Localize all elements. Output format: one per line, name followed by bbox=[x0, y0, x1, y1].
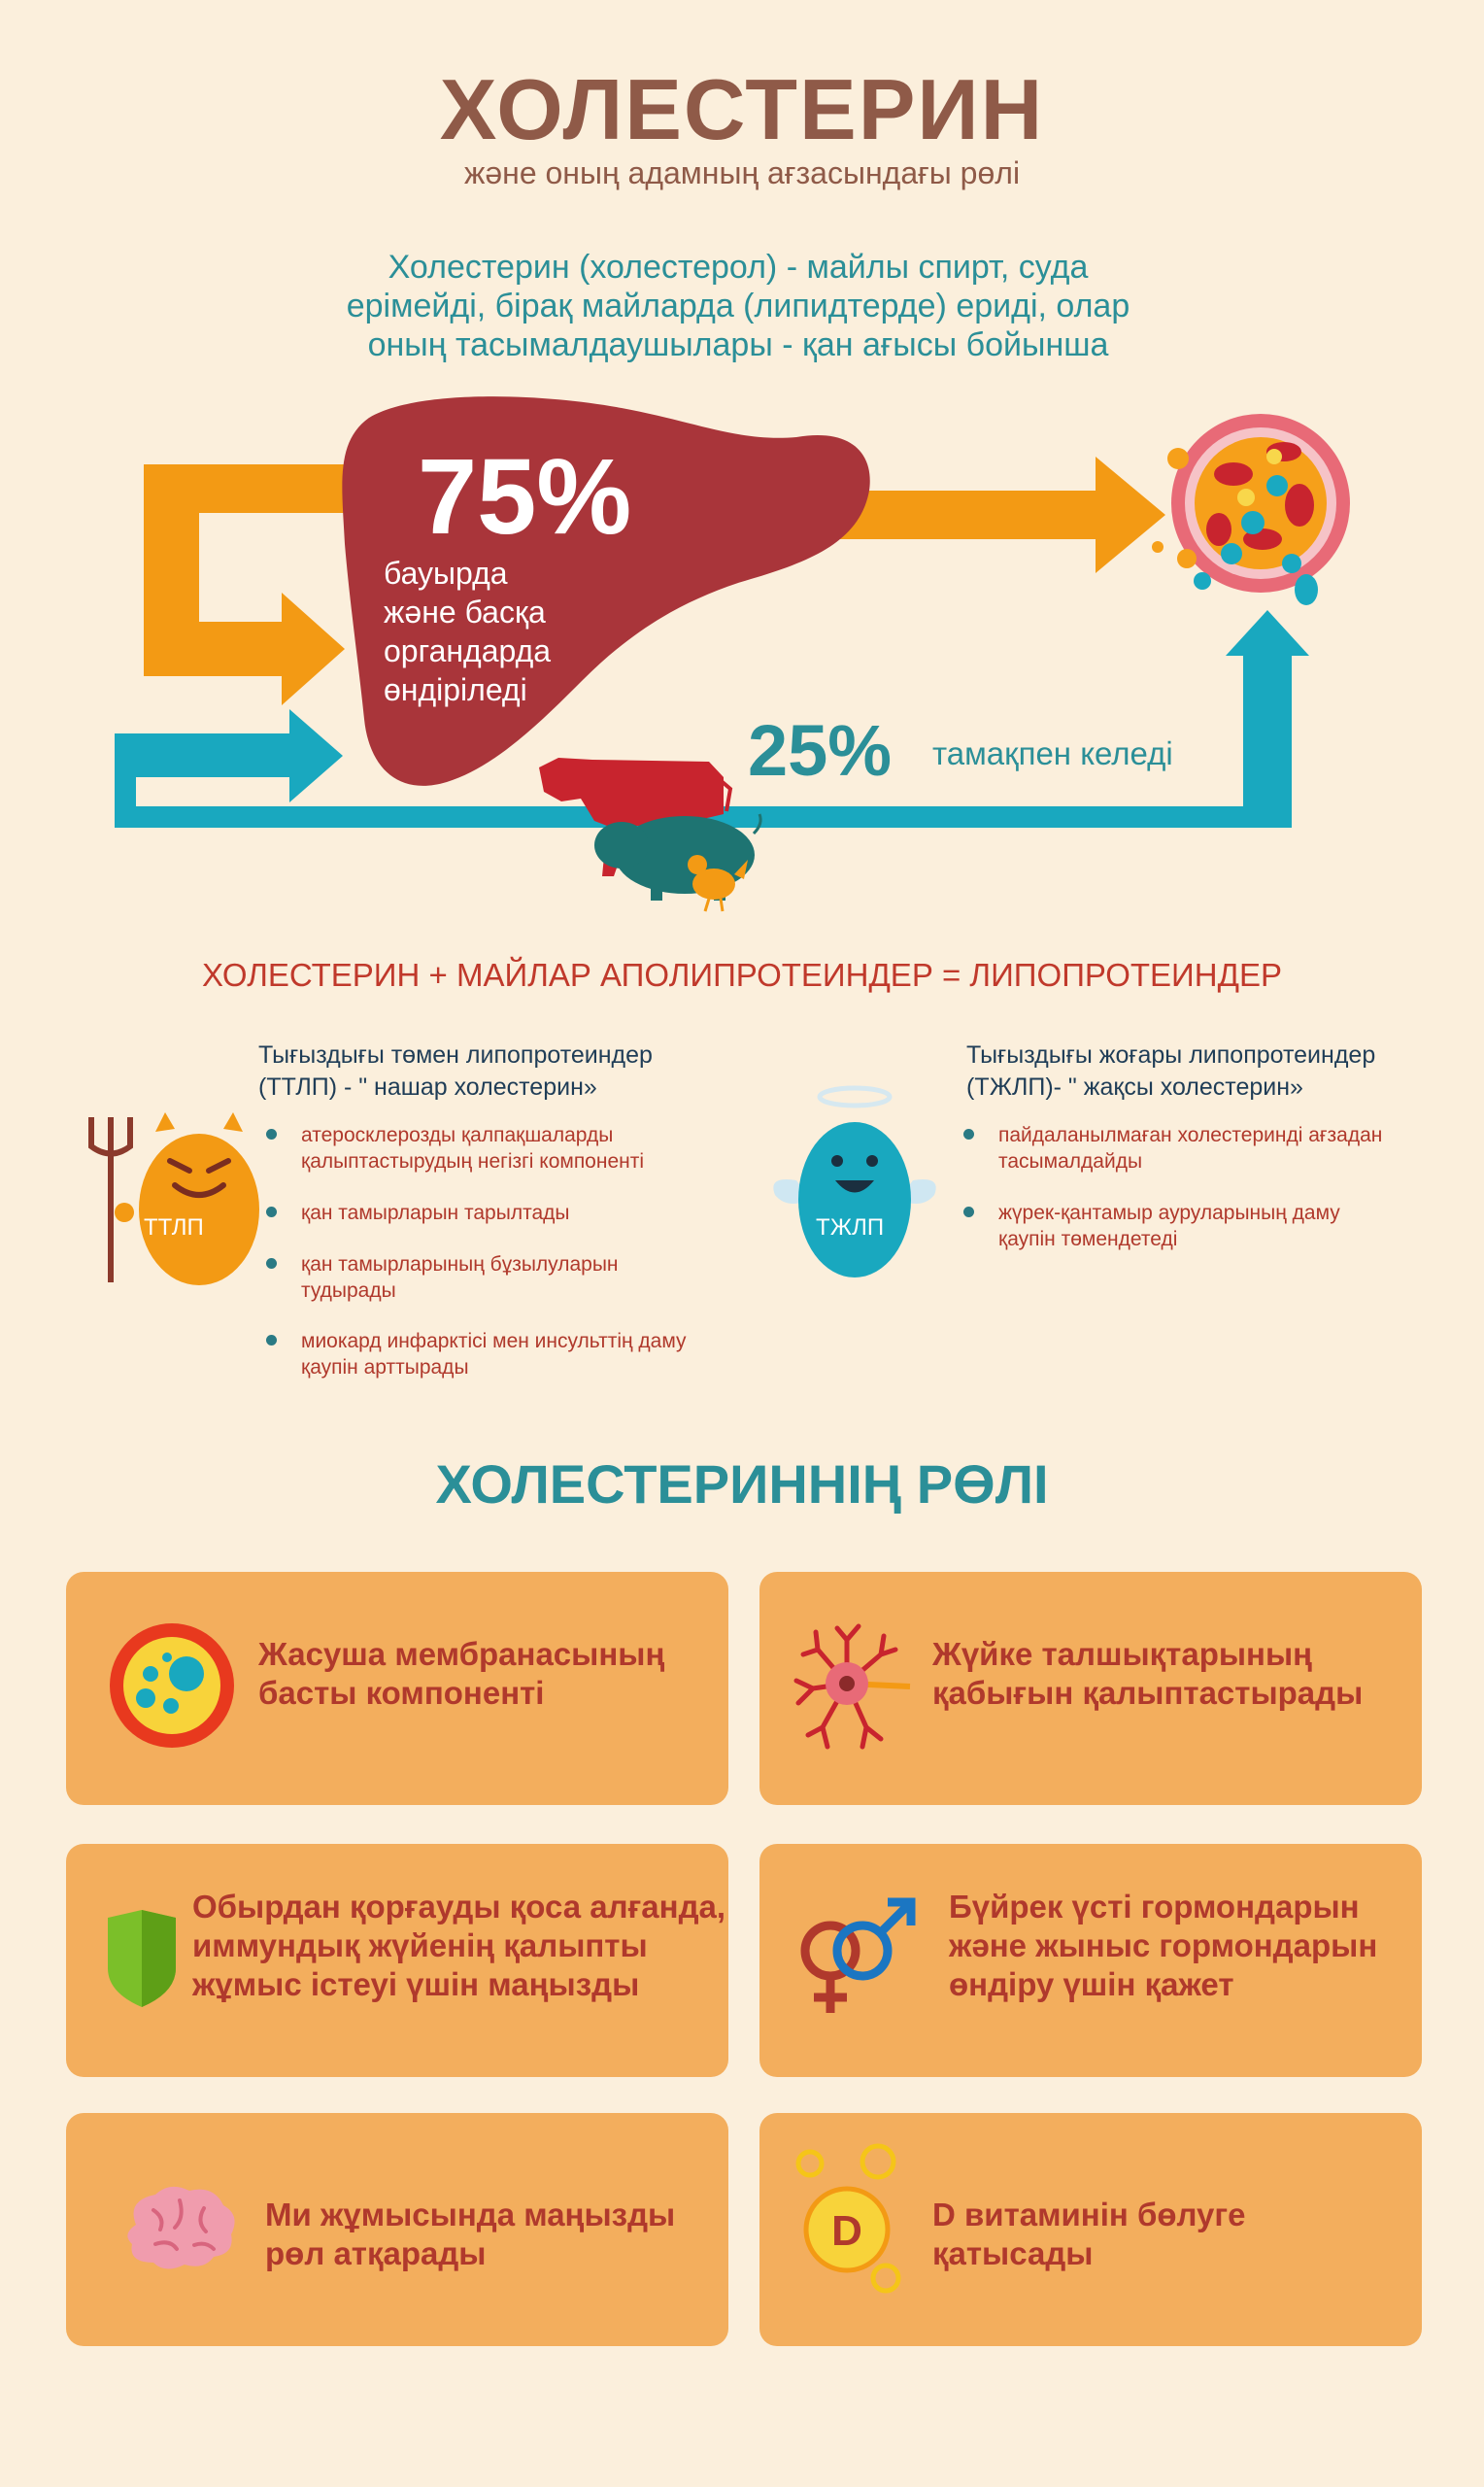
bullet-line: тудырады bbox=[301, 1279, 396, 1302]
role-line: және жыныс гормондарын bbox=[949, 1927, 1378, 1963]
role-line: қабығын қалыптастырады bbox=[932, 1675, 1364, 1711]
ldl-mascot-label: ТТЛП bbox=[144, 1214, 204, 1241]
bullet-line: пайдаланылмаған холестеринді ағзадан bbox=[998, 1124, 1383, 1146]
role-card-nerve-fibers bbox=[759, 1572, 1422, 1805]
food-caption: тамақпен келеді bbox=[932, 735, 1173, 771]
role-card-text bbox=[258, 1635, 664, 1713]
ldl-bullet bbox=[264, 1328, 687, 1380]
role-card-text bbox=[265, 2196, 675, 2273]
role-card-text bbox=[192, 1888, 725, 2004]
roles-title: ХОЛЕСТЕРИННІҢ РӨЛІ bbox=[435, 1453, 1049, 1515]
role-card-cell-membrane bbox=[66, 1572, 728, 1805]
role-line: өндіру үшін қажет bbox=[949, 1966, 1234, 2002]
cell-icon bbox=[107, 1620, 238, 1752]
shield-icon bbox=[103, 1910, 181, 2007]
blood-vessel-icon bbox=[1152, 414, 1350, 605]
hdl-bullet bbox=[961, 1122, 1382, 1175]
hdl-bullet bbox=[961, 1200, 1340, 1252]
ldl-title-line: (ТТЛП) - " нашар холестерин» bbox=[258, 1073, 597, 1101]
intro-line: Холестерин (холестерол) - майлы спирт, суда bbox=[388, 249, 1089, 286]
role-card-text bbox=[932, 1635, 1363, 1713]
hdl-title-line: Тығыздығы жоғары липопротеиндер bbox=[966, 1041, 1376, 1069]
ldl-devil-mascot bbox=[78, 1107, 282, 1292]
page-title: ХОЛЕСТЕРИН bbox=[439, 61, 1045, 157]
role-line: рөл атқарады bbox=[265, 2235, 487, 2271]
bullet-line: қан тамырларының бұзылуларын bbox=[301, 1253, 619, 1276]
bullet-line: қаупін арттырады bbox=[301, 1356, 469, 1379]
role-line: жұмыс істеуі үшін маңызды bbox=[192, 1966, 640, 2002]
role-line: D витаминін бөлуге bbox=[932, 2197, 1246, 2232]
role-line: Ми жұмысында маңызды bbox=[265, 2197, 676, 2232]
role-card-brain bbox=[66, 2113, 728, 2346]
hdl-title-line: (ТЖЛП)- " жақсы холестерин» bbox=[966, 1073, 1303, 1101]
role-card-hormones bbox=[759, 1844, 1422, 2077]
liver-caption bbox=[384, 554, 551, 709]
hdl-angel-mascot bbox=[767, 1083, 942, 1287]
bullet-line: миокард инфарктісі мен инсульттің даму bbox=[301, 1330, 687, 1352]
page-subtitle: және оның адамның ағзасындағы рөлі bbox=[463, 155, 1021, 190]
brain-icon bbox=[117, 2181, 243, 2278]
role-line: Жасуша мембранасының bbox=[258, 1636, 665, 1672]
role-card-immune-system bbox=[66, 1844, 728, 2077]
orange-loop-arrow bbox=[144, 464, 350, 705]
cholesterol-flow-diagram bbox=[0, 379, 1484, 923]
lipoprotein-formula: ХОЛЕСТЕРИН + МАЙЛАР АПОЛИПРОТЕИНДЕР = ЛИПОПРОТЕИНДЕР bbox=[202, 957, 1282, 993]
intro-line: оның тасымалдаушылары - қан ағысы бойынша bbox=[367, 326, 1109, 363]
bullet-line: қаупін төмендетеді bbox=[998, 1228, 1178, 1250]
hdl-mascot-label: ТЖЛП bbox=[816, 1214, 885, 1241]
neuron-icon bbox=[789, 1620, 925, 1756]
role-card-text bbox=[932, 2196, 1246, 2273]
liver-caption-line: органдарда bbox=[384, 633, 552, 668]
role-card-vitamin-d bbox=[759, 2113, 1422, 2346]
liver-caption-line: өндіріледі bbox=[384, 672, 527, 707]
intro-text bbox=[320, 248, 1156, 364]
food-percent: 25% bbox=[748, 710, 893, 791]
role-line: басты компоненті bbox=[258, 1675, 545, 1711]
ldl-title-line: Тығыздығы төмен липопротеиндер bbox=[258, 1041, 653, 1069]
liver-caption-line: және басқа bbox=[384, 595, 546, 630]
vitamin-d-letter: D bbox=[831, 2207, 862, 2255]
gender-icon bbox=[787, 1891, 923, 2027]
bullet-line: қан тамырларын тарылтады bbox=[301, 1202, 570, 1224]
bullet-line: тасымалдайды bbox=[998, 1150, 1143, 1173]
ldl-title bbox=[258, 1039, 653, 1104]
hdl-title bbox=[966, 1039, 1375, 1104]
role-line: Обырдан қорғауды қоса алғанда, bbox=[192, 1889, 726, 1925]
bullet-line: жүрек-қантамыр ауруларының даму bbox=[998, 1202, 1340, 1224]
ldl-bullet bbox=[264, 1251, 619, 1304]
bullet-line: қалыптастырудың негізгі компоненті bbox=[301, 1150, 645, 1173]
role-line: қатысады bbox=[932, 2235, 1094, 2271]
ldl-bullet bbox=[264, 1200, 570, 1226]
role-line: Бүйрек үсті гормондарын bbox=[949, 1889, 1360, 1925]
bullet-line: атеросклерозды қалпақшаларды bbox=[301, 1124, 614, 1146]
ldl-bullet bbox=[264, 1122, 644, 1175]
role-line: Жүйке талшықтарының bbox=[932, 1636, 1313, 1672]
liver-percent: 75% bbox=[418, 437, 632, 557]
liver-caption-line: бауырда bbox=[384, 556, 508, 591]
role-line: иммундық жүйенің қалыпты bbox=[192, 1927, 648, 1963]
role-card-text bbox=[949, 1888, 1377, 2004]
intro-line: ерімейді, бірақ майларда (липидтерде) ериді, олар bbox=[346, 288, 1130, 324]
vitamin-d-icon bbox=[789, 2142, 925, 2317]
